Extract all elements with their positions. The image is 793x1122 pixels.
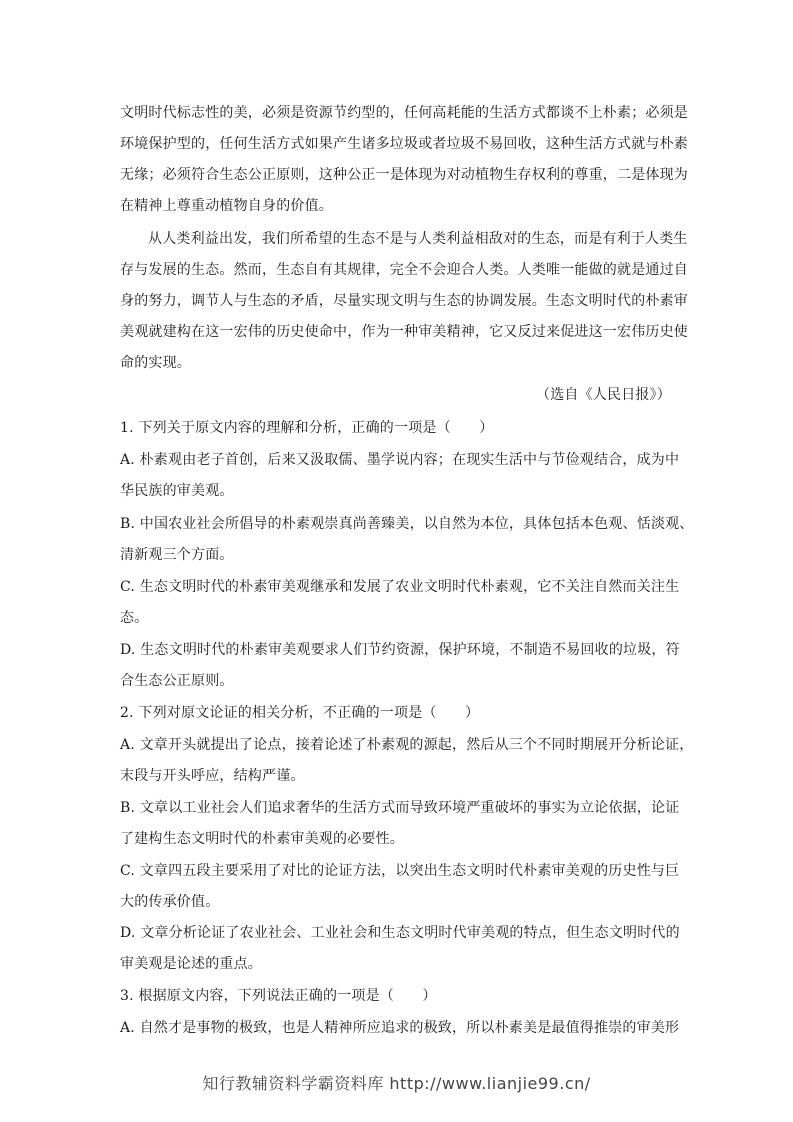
option-b: B. 中国农业社会所倡导的朴素观崇真尚善臻美，以自然为本位，具体包括本色观、恬淡观、: [120, 516, 694, 532]
option-c: C. 生态文明时代的朴素审美观继承和发展了农业文明时代朴素观，它不关注自然而关注生: [120, 579, 680, 595]
option-c-cont: 大的传承价值。: [120, 894, 220, 910]
footer-watermark: 知行教辅资料学霸资料库 http://www.lianjie99.cn/: [202, 1074, 591, 1093]
passage-line: 从人类利益出发，我们所希望的生态不是与人类利益相敌对的生态，而是有利于人类生: [148, 231, 688, 247]
question-stem: 2. 下列对原文论证的相关分析，不正确的一项是（ ）: [120, 705, 480, 721]
passage-line: 身的努力，调节人与生态的矛盾，尽量实现文明与生态的协调发展。生态文明时代的朴素审: [120, 293, 688, 309]
option-a: A. 文章开头就提出了论点，接着论述了朴素观的源起，然后从三个不同时期展开分析论证，: [120, 737, 694, 753]
passage-line: 存与发展的生态。然而，生态自有其规律，完全不会迎合人类。人类唯一能做的就是通过自: [120, 262, 688, 278]
option-b-cont: 了建构生态文明时代的朴素审美观的必要性。: [120, 831, 404, 847]
option-d: D. 生态文明时代的朴素审美观要求人们节约资源，保护环境，不制造不易回收的垃圾，符: [120, 642, 680, 658]
question-stem: 3. 根据原文内容，下列说法正确的一项是（ ）: [120, 988, 437, 1004]
passage-source: （选自《人民日报》）: [536, 387, 671, 403]
option-d: D. 文章分析论证了农业社会、工业社会和生态文明时代审美观的特点，但生态文明时代的: [120, 925, 680, 941]
option-d-cont: 审美观是论述的重点。: [120, 956, 262, 972]
option-b: B. 文章以工业社会人们追求奢华的生活方式而导致环境严重破坏的事实为立论依据，论证: [120, 800, 680, 816]
passage-line: 美观就建构在这一宏伟的历史使命中，作为一种审美精神，它又反过来促进这一宏伟历史使: [120, 324, 688, 340]
option-a: A. 自然才是事物的极致，也是人精神所应追求的极致，所以朴素美是最值得推崇的审美形: [120, 1020, 680, 1036]
option-d-cont: 合生态公正原则。: [120, 673, 234, 689]
option-c: C. 文章四五段主要采用了对比的论证方法，以突出生态文明时代朴素审美观的历史性与巨: [120, 863, 680, 879]
question-stem: 1. 下列关于原文内容的理解和分析，正确的一项是（ ）: [120, 420, 494, 436]
option-a: A. 朴素观由老子首创，后来又汲取儒、墨学说内容；在现实生活中与节俭观结合，成为中: [120, 452, 680, 468]
option-a-cont: 末段与开头呼应，结构严谨。: [120, 768, 305, 784]
passage-line: 文明时代标志性的美，必须是资源节约型的，任何高耗能的生活方式都谈不上朴素；必须是: [120, 105, 688, 121]
passage-line: 无缘；必须符合生态公正原则，这种公正一是体现为对动植物生存权利的尊重，二是体现为: [120, 167, 688, 183]
passage-line: 在精神上尊重动植物自身的价值。: [120, 198, 333, 214]
option-c-cont: 态。: [120, 610, 149, 626]
passage-line: 环境保护型的，任何生活方式如果产生诸多垃圾或者垃圾不易回收，这种生活方式就与朴素: [120, 136, 688, 152]
option-a-cont: 华民族的审美观。: [120, 483, 234, 499]
passage-line: 命的实现。: [120, 355, 191, 371]
option-b-cont: 清新观三个方面。: [120, 547, 234, 563]
